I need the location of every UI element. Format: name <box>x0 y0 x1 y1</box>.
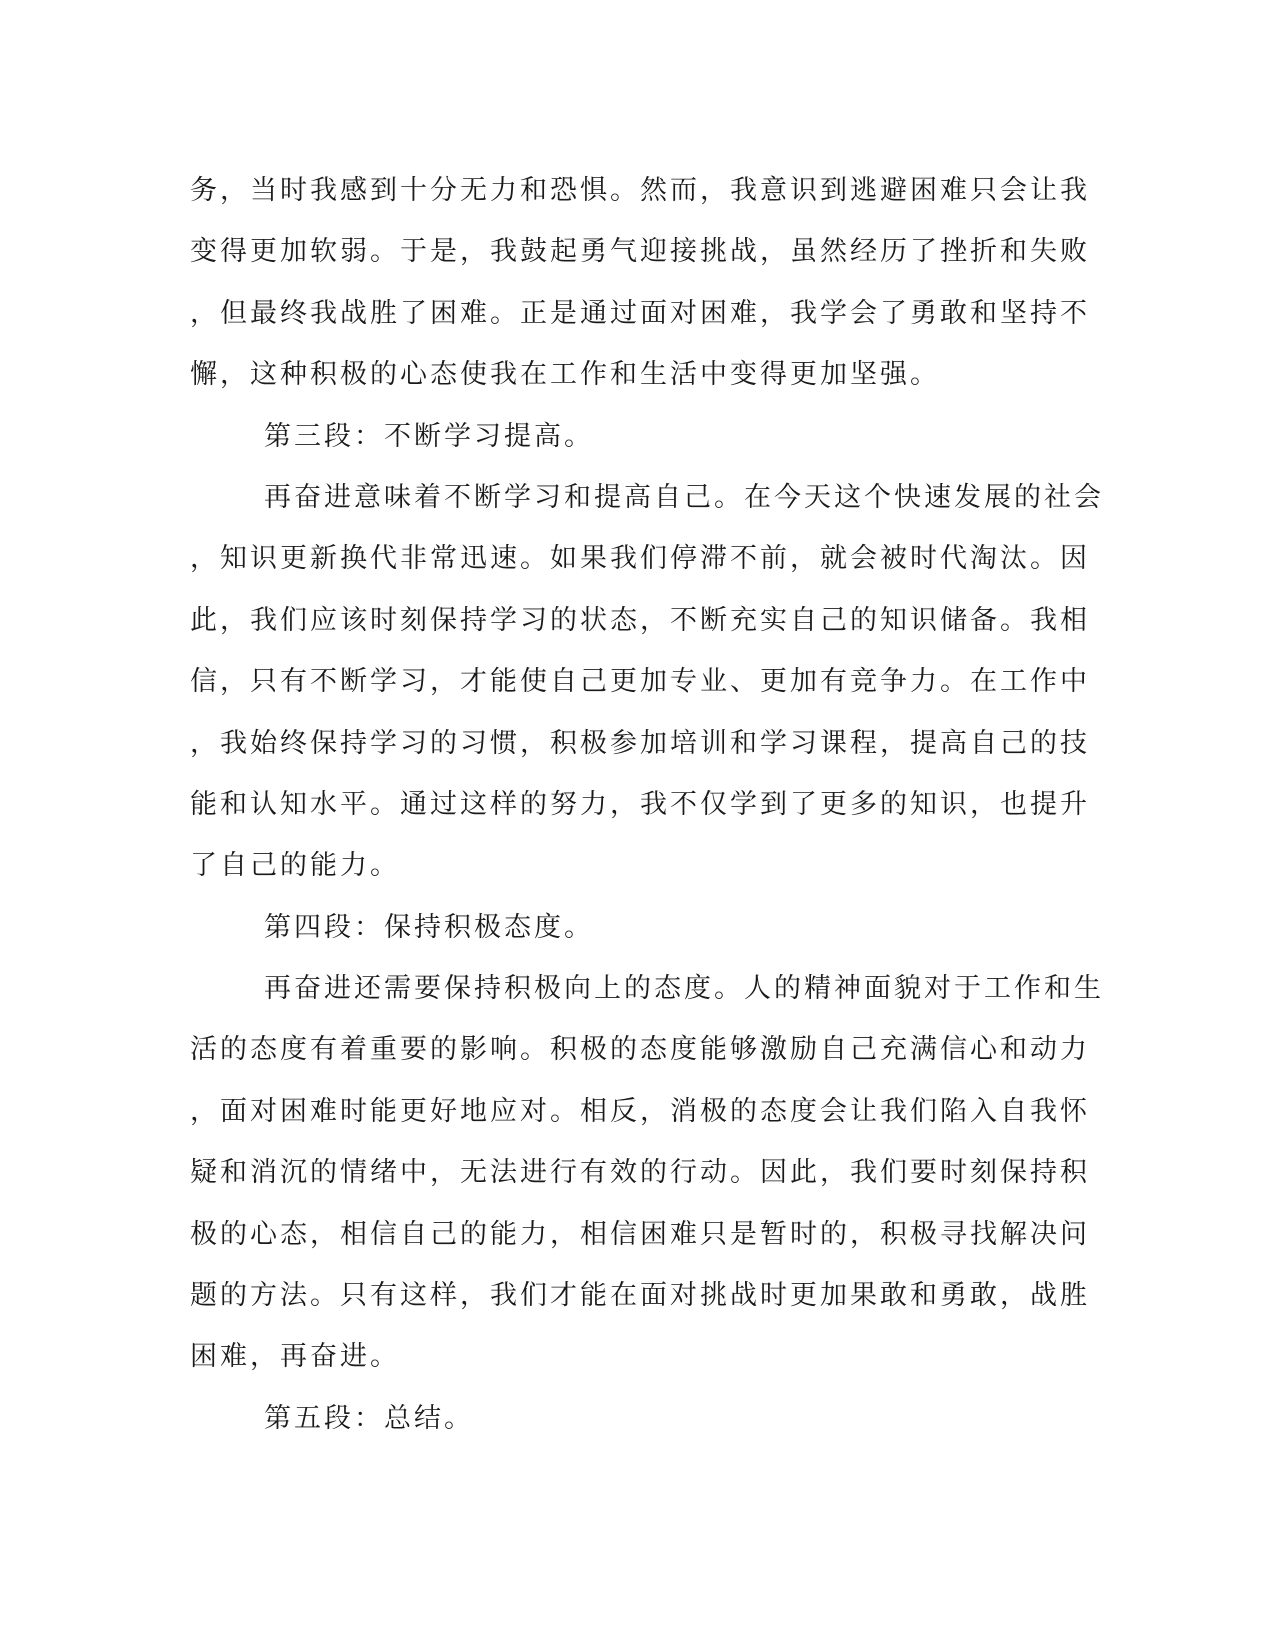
text-line: 困难，再奋进。 <box>190 1341 400 1373</box>
text-line: 再奋进意味着不断学习和提高自己。在今天这个快速发展的社会 <box>264 481 1104 513</box>
text-line: 题的方法。只有这样，我们才能在面对挑战时更加果敢和勇敢，战胜 <box>190 1280 1090 1312</box>
section-heading-4: 第四段：保持积极态度。 <box>264 911 594 943</box>
document-body <box>190 160 1104 1449</box>
text-line: 变得更加软弱。于是，我鼓起勇气迎接挑战，虽然经历了挫折和失败 <box>190 236 1090 268</box>
text-line: 信，只有不断学习，才能使自己更加专业、更加有竞争力。在工作中 <box>190 666 1090 698</box>
text-line: 活的态度有着重要的影响。积极的态度能够激励自己充满信心和动力 <box>190 1034 1090 1066</box>
text-line: 此，我们应该时刻保持学习的状态，不断充实自己的知识储备。我相 <box>190 604 1090 636</box>
text-line: 极的心态，相信自己的能力，相信困难只是暂时的，积极寻找解决问 <box>190 1218 1090 1250</box>
text-line: 疑和消沉的情绪中，无法进行有效的行动。因此，我们要时刻保持积 <box>190 1157 1090 1189</box>
text-line: ，但最终我战胜了困难。正是通过面对困难，我学会了勇敢和坚持不 <box>190 297 1090 329</box>
section-heading-3: 第三段：不断学习提高。 <box>264 420 594 452</box>
text-line: ，知识更新换代非常迅速。如果我们停滞不前，就会被时代淘汰。因 <box>190 543 1090 575</box>
text-line: ，我始终保持学习的习惯，积极参加培训和学习课程，提高自己的技 <box>190 727 1090 759</box>
text-line: ，面对困难时能更好地应对。相反，消极的态度会让我们陷入自我怀 <box>190 1095 1090 1127</box>
section-heading-5: 第五段：总结。 <box>264 1402 474 1434</box>
text-line: 再奋进还需要保持积极向上的态度。人的精神面貌对于工作和生 <box>264 973 1104 1005</box>
text-line: 了自己的能力。 <box>190 850 400 882</box>
text-line: 懈，这种积极的心态使我在工作和生活中变得更加坚强。 <box>190 359 940 391</box>
text-line: 务，当时我感到十分无力和恐惧。然而，我意识到逃避困难只会让我 <box>190 175 1090 206</box>
text-line: 能和认知水平。通过这样的努力，我不仅学到了更多的知识，也提升 <box>190 788 1090 820</box>
